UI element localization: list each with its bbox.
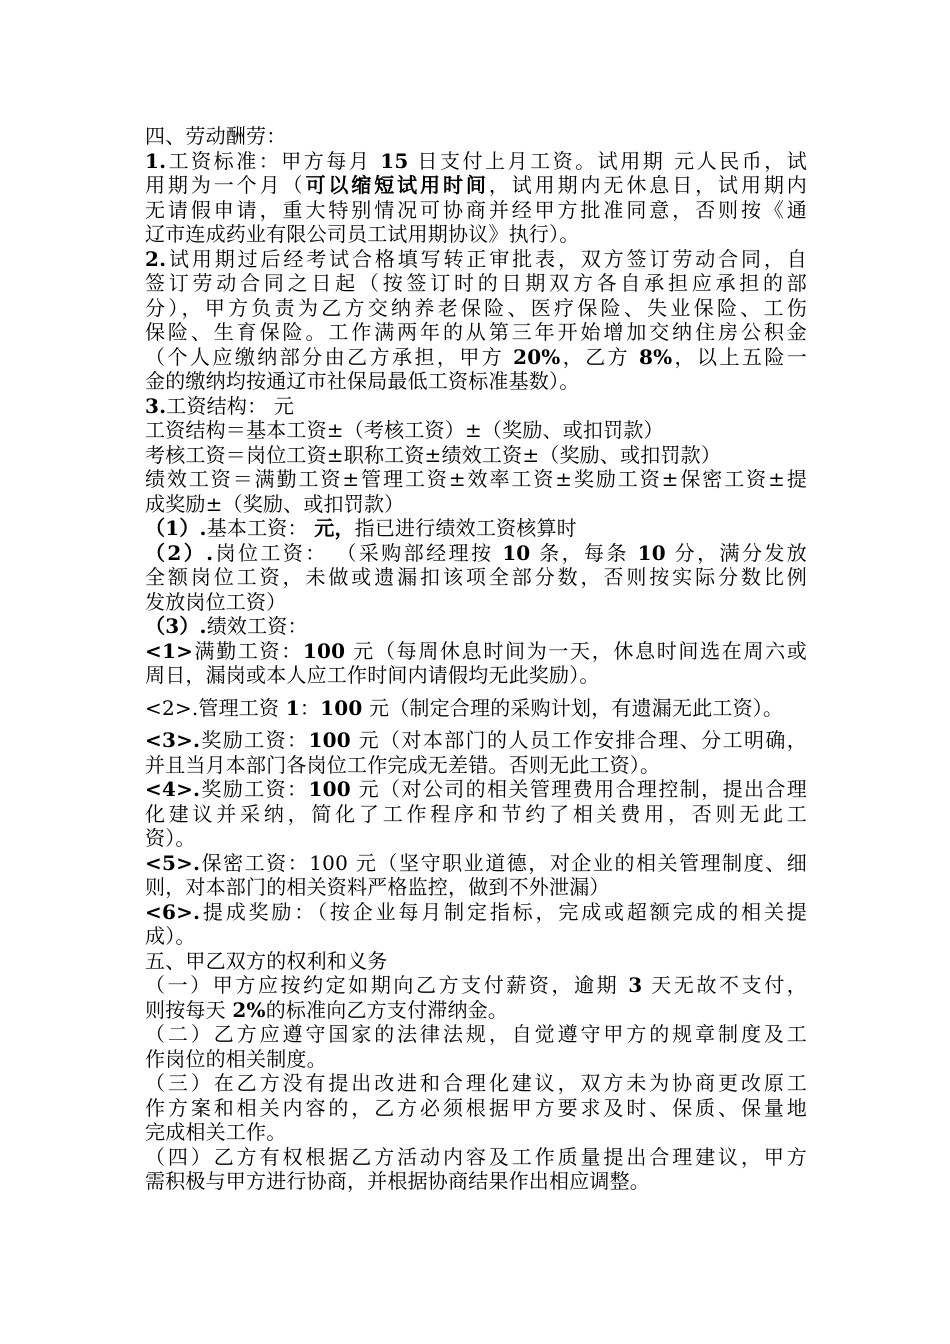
paragraph-line: 全额岗位工资，未做或遗漏扣该项全部分数，否则按实际分数比例 [145, 565, 807, 589]
paragraph-line: <6>.提成奖励：（按企业每月制定指标，完成或超额完成的相关提 [145, 899, 807, 924]
formula-line: 成奖励±（奖励、或扣罚款） [145, 491, 405, 516]
paragraph-line: 并且当月本部门各岗位工作完成无差错。否则无此工资）。 [145, 752, 661, 777]
paragraph-line: 成）。 [145, 924, 196, 948]
point-management-salary: <2>.管理工资 1：100 元（制定合理的采购计划，有遗漏无此工资）。 [145, 695, 784, 720]
paragraph-line: （三）在乙方没有提出改进和合理化建议，双方未为协商更改原工 [145, 1071, 807, 1095]
right-duty-1 [145, 973, 807, 1022]
paragraph-line: 需积极与甲方进行协商，并根据协商结果作出相应调整。 [145, 1169, 650, 1193]
point-commission-reward [145, 900, 807, 949]
paragraph-line: 周日，漏岗或本人应工作时间内请假均无此奖励）。 [145, 663, 600, 687]
formula-line: 工资结构＝基本工资±（考核工资）±（奖励、或扣罚款） [145, 418, 664, 442]
paragraph-line: 则按每天 2%的标准向乙方支付滞纳金。 [145, 997, 509, 1022]
paragraph-line: 完成相关工作。 [145, 1120, 287, 1144]
section-heading-5: 五、甲乙双方的权利和义务 [145, 948, 388, 973]
paragraph-line: 3.工资结构： 元 [145, 393, 295, 418]
paragraph-line: <5>.保密工资：100 元（坚守职业道德，对企业的相关管理制度、细 [145, 850, 807, 875]
paragraph-line: 分），甲方负责为乙方交纳养老保险、医疗保险、失业保险、工伤 [145, 295, 807, 320]
paragraph-line: 作岗位的相关制度。 [145, 1046, 327, 1071]
point-confidentiality-salary [145, 851, 807, 900]
paragraph-contract-insurance [145, 247, 807, 394]
section-heading-4: 四、劳动酬劳： [145, 124, 287, 148]
point-reward-salary-1 [145, 728, 807, 777]
paragraph-line: （二）乙方应遵守国家的法律法规，自觉遵守甲方的规章制度及工 [145, 1022, 807, 1046]
paragraph-line: 发放岗位工资） [145, 589, 287, 614]
paragraph-line: 2.试用期过后经考试合格填写转正审批表，双方签订劳动合同，自 [145, 246, 807, 271]
paragraph-line: （一）甲方应按约定如期向乙方支付薪资，逾期 3 天无故不支付， [145, 973, 807, 997]
paragraph-line: 则，对本部门的相关资料严格监控，做到不外泄漏） [145, 875, 610, 899]
sub-item-base-salary: （1）.基本工资： 元，指已进行绩效工资核算时 [145, 516, 577, 540]
right-duty-2 [145, 1022, 807, 1071]
item-number: 3. [145, 393, 167, 418]
emphasis-text: 可以缩短试用时间 [305, 173, 489, 197]
formula-line: 绩效工资＝满勤工资±管理工资±效率工资±奖励工资±保密工资±提 [145, 467, 807, 491]
sub-item-post-salary [145, 541, 807, 615]
paragraph-salary-standard [145, 149, 807, 247]
document-body [145, 124, 807, 1194]
paragraph-line: 化建议并采纳，简化了工作程序和节约了相关费用，否则无此工 [145, 801, 807, 826]
paragraph-line: 资）。 [145, 826, 196, 850]
paragraph-line: 金的缴纳均按通辽市社保局最低工资标准基数）。 [145, 369, 580, 393]
right-duty-4 [145, 1145, 807, 1194]
paragraph-line: （个人应缴纳部分由乙方承担，甲方 20%，乙方 8%，以上五险一 [145, 344, 808, 369]
point-reward-salary-2 [145, 777, 807, 851]
item-number: 2. [145, 246, 167, 271]
paragraph-line: 无请假申请，重大特别情况可协商并经甲方批准同意，否则按《通 [145, 197, 807, 222]
paragraph-line: （2）.岗位工资： （采购部经理按 10 条，每条 10 分，满分发放 [145, 540, 807, 565]
paragraph-line: <4>.奖励工资：100 元（对公司的相关管理费用合理控制，提出合理 [145, 777, 807, 801]
paragraph-line: <3>.奖励工资：100 元（对本部门的人员工作安排合理、分工明确， [145, 728, 807, 752]
paragraph-line: 作方案和相关内容的，乙方必须根据甲方要求及时、保质、保量地 [145, 1095, 807, 1120]
paragraph-line: 1.工资标准：甲方每月 15 日支付上月工资。试用期 元人民币，试 [145, 148, 808, 173]
paragraph-line: <1>满勤工资：100 元（每周休息时间为一天，休息时间选在周六或 [145, 638, 808, 663]
formula-line: 考核工资＝岗位工资±职称工资±绩效工资±（奖励、或扣罚款） [145, 442, 722, 467]
paragraph-line: 保险、生育保险。工作满两年的从第三年开始增加交纳住房公积金 [145, 320, 807, 344]
paragraph-salary-structure [145, 394, 807, 517]
item-number: 1. [145, 148, 167, 173]
paragraph-line: 辽市连成药业有限公司员工试用期协议》执行）。 [145, 222, 580, 246]
point-attendance-salary [145, 639, 807, 688]
sub-item-performance-salary: （3）.绩效工资： [145, 614, 308, 638]
paragraph-line: 签订劳动合同之日起（按签订时的日期双方各自承担应承担的部 [145, 271, 807, 295]
right-duty-3 [145, 1071, 807, 1145]
paragraph-line: 用期为一个月（可以缩短试用时间，试用期内无休息日，试用期内 [145, 173, 807, 197]
paragraph-line: （四）乙方有权根据乙方活动内容及工作质量提出合理建议，甲方 [145, 1144, 807, 1169]
